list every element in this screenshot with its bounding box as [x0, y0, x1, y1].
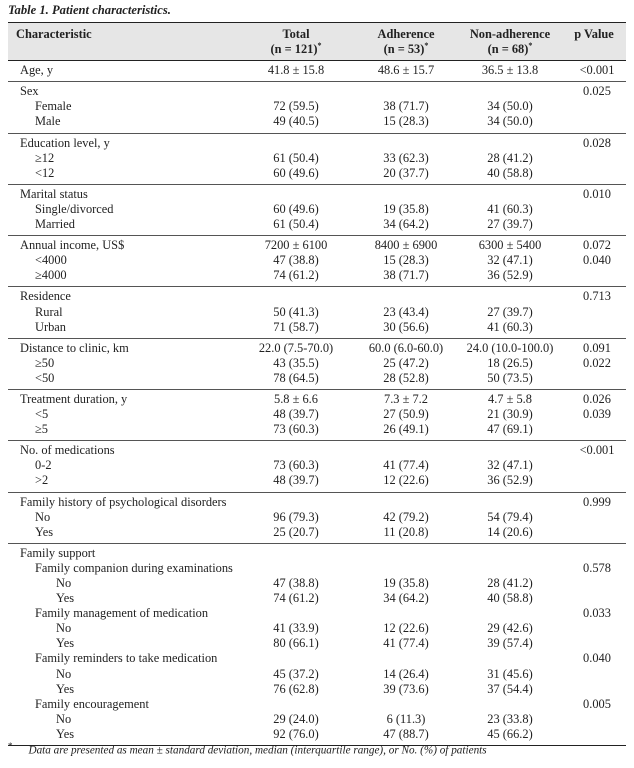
table-row — [8, 184, 626, 202]
cell-pvalue — [562, 458, 626, 473]
table-row — [8, 217, 626, 236]
row-label: No. of medications — [20, 443, 115, 458]
row-label: Residence — [20, 289, 71, 304]
row-label: ≥12 — [35, 150, 55, 165]
table-row — [8, 166, 626, 185]
cell-total: 60 (49.6) — [273, 165, 319, 180]
cell-adherence: 39 (73.6) — [383, 681, 429, 696]
cell-nonadherence: 27 (39.7) — [487, 304, 533, 319]
cell-pvalue — [562, 422, 626, 441]
cell-nonadherence: 29 (42.6) — [487, 621, 533, 636]
cell-total: 78 (64.5) — [273, 370, 319, 385]
cell-adherence: 19 (35.8) — [383, 576, 429, 590]
row-label: ≥5 — [35, 422, 48, 437]
header-pvalue: p Value — [574, 27, 614, 41]
row-label: No — [56, 711, 72, 726]
cell-total: 61 (50.4) — [273, 150, 319, 165]
cell-total — [238, 184, 354, 202]
table-row — [8, 61, 626, 82]
cell-pvalue — [562, 217, 626, 236]
cell-pvalue: 0.072 — [583, 238, 611, 253]
cell-total — [238, 492, 354, 510]
cell-adherence: 12 (22.6) — [383, 473, 429, 488]
row-label: Female — [35, 99, 72, 114]
row-label: Urban — [35, 319, 66, 334]
cell-adherence: 48.6 ± 15.7 — [377, 63, 435, 78]
cell-adherence — [354, 492, 458, 510]
table-row — [8, 407, 626, 422]
row-label: 0-2 — [35, 458, 52, 473]
cell-adherence: 34 (64.2) — [383, 217, 429, 232]
cell-adherence: 60.0 (6.0-60.0) — [368, 340, 444, 355]
cell-adherence: 33 (62.3) — [383, 150, 429, 165]
cell-nonadherence: 34 (50.0) — [487, 99, 533, 114]
patient-characteristics-table — [8, 22, 626, 746]
cell-pvalue: 0.040 — [583, 651, 611, 666]
table-row — [8, 202, 626, 217]
cell-nonadherence — [458, 184, 562, 202]
cell-total: 74 (61.2) — [273, 591, 319, 606]
cell-pvalue — [562, 636, 626, 651]
cell-adherence: 6 (11.3) — [386, 711, 426, 726]
table-row — [8, 356, 626, 371]
table-group — [8, 61, 626, 82]
cell-nonadherence: 40 (58.8) — [487, 591, 533, 606]
cell-nonadherence: 14 (20.6) — [487, 524, 533, 539]
table-group — [8, 133, 626, 184]
cell-nonadherence: 41 (60.3) — [487, 201, 533, 216]
cell-total: 76 (62.8) — [273, 681, 319, 696]
row-label: Education level, y — [20, 135, 110, 150]
cell-pvalue: <0.001 — [579, 443, 615, 458]
cell-total — [238, 543, 354, 561]
cell-pvalue: 0.025 — [583, 84, 611, 99]
table-row — [8, 82, 626, 100]
cell-total: 71 (58.7) — [273, 319, 319, 334]
cell-pvalue: 0.999 — [583, 494, 611, 509]
cell-pvalue: 0.010 — [583, 186, 611, 201]
cell-pvalue: 0.040 — [583, 253, 611, 268]
cell-pvalue: 0.091 — [583, 340, 611, 355]
cell-nonadherence: 28 (41.2) — [487, 576, 533, 590]
cell-adherence: 15 (28.3) — [383, 114, 429, 129]
cell-pvalue — [562, 591, 626, 606]
cell-nonadherence: 4.7 ± 5.8 — [488, 391, 532, 406]
cell-pvalue — [562, 151, 626, 166]
header-nonadherence-n: (n = 68)* — [487, 40, 533, 57]
table-row — [8, 682, 626, 697]
cell-pvalue — [562, 621, 626, 636]
cell-total: 25 (20.7) — [273, 524, 319, 539]
table-row — [8, 133, 626, 151]
cell-pvalue: <0.001 — [579, 63, 615, 78]
table-row — [8, 422, 626, 441]
cell-total: 61 (50.4) — [273, 217, 319, 232]
cell-adherence: 27 (50.9) — [383, 407, 429, 422]
table-group — [8, 287, 626, 338]
cell-adherence: 41 (77.4) — [383, 636, 429, 651]
cell-total: 29 (24.0) — [273, 711, 319, 726]
row-label: Family history of psychological disorders — [20, 494, 227, 509]
cell-nonadherence — [458, 82, 562, 100]
row-label: Distance to clinic, km — [20, 340, 129, 355]
table-row — [8, 576, 626, 591]
table-row — [8, 697, 626, 712]
row-label: Male — [35, 114, 61, 129]
table-row — [8, 371, 626, 390]
header-nonadherence — [458, 23, 562, 61]
cell-pvalue — [562, 320, 626, 339]
table-row — [8, 268, 626, 287]
cell-nonadherence: 24.0 (10.0-100.0) — [466, 340, 554, 355]
row-label: >2 — [35, 473, 49, 488]
table-row — [8, 114, 626, 133]
row-label: No — [35, 509, 51, 524]
cell-nonadherence: 28 (41.2) — [487, 150, 533, 165]
table-group — [8, 338, 626, 389]
table-row — [8, 543, 626, 561]
table-row — [8, 636, 626, 651]
table-row — [8, 667, 626, 682]
cell-pvalue — [562, 114, 626, 133]
cell-adherence — [354, 441, 458, 459]
row-label: Sex — [20, 84, 39, 99]
row-label: Age, y — [20, 63, 54, 78]
table-row — [8, 606, 626, 621]
table-group — [8, 441, 626, 492]
cell-nonadherence — [458, 697, 562, 712]
cell-adherence: 38 (71.7) — [383, 99, 429, 114]
table-row — [8, 151, 626, 166]
cell-adherence — [354, 651, 458, 666]
cell-adherence — [354, 606, 458, 621]
cell-pvalue: 0.578 — [583, 560, 611, 575]
cell-adherence: 23 (43.4) — [383, 304, 429, 319]
cell-total: 45 (37.2) — [273, 666, 319, 681]
cell-total: 48 (39.7) — [273, 407, 319, 422]
cell-total: 7200 ± 6100 — [264, 238, 328, 253]
cell-total: 60 (49.6) — [273, 201, 319, 216]
cell-adherence — [354, 184, 458, 202]
cell-total: 47 (38.8) — [273, 576, 319, 590]
row-label: <12 — [35, 165, 55, 180]
cell-nonadherence: 31 (45.6) — [487, 666, 533, 681]
table-group — [8, 389, 626, 440]
footnote-mark: * — [8, 741, 13, 751]
cell-total — [238, 697, 354, 712]
cell-total — [238, 287, 354, 305]
cell-adherence: 28 (52.8) — [383, 370, 429, 385]
cell-pvalue — [562, 712, 626, 727]
table-row — [8, 458, 626, 473]
cell-adherence — [354, 543, 458, 561]
cell-total: 49 (40.5) — [273, 114, 319, 129]
table-row — [8, 253, 626, 268]
cell-pvalue: 0.033 — [583, 606, 611, 621]
cell-pvalue — [562, 473, 626, 492]
cell-nonadherence — [458, 441, 562, 459]
cell-pvalue — [562, 682, 626, 697]
cell-adherence: 41 (77.4) — [383, 458, 429, 473]
cell-nonadherence: 36 (52.9) — [487, 268, 533, 283]
table-group — [8, 236, 626, 287]
cell-pvalue — [562, 305, 626, 320]
cell-nonadherence — [458, 651, 562, 666]
cell-total: 41.8 ± 15.8 — [267, 63, 325, 78]
table-row — [8, 651, 626, 666]
row-label: Family companion during examinations — [35, 560, 233, 575]
cell-nonadherence: 37 (54.4) — [487, 681, 533, 696]
cell-nonadherence: 39 (57.4) — [487, 636, 533, 651]
cell-pvalue — [562, 576, 626, 591]
table-row — [8, 236, 626, 254]
cell-adherence: 11 (20.8) — [383, 524, 429, 539]
cell-total: 22.0 (7.5-70.0) — [258, 340, 334, 355]
table-group — [8, 492, 626, 543]
table-header-row — [8, 23, 626, 61]
cell-total — [238, 651, 354, 666]
row-label: Rural — [35, 304, 63, 319]
cell-adherence: 8400 ± 6900 — [374, 238, 438, 253]
cell-pvalue — [562, 166, 626, 185]
cell-pvalue: 0.022 — [583, 355, 611, 370]
header-adherence-label: Adherence — [377, 27, 435, 41]
cell-pvalue: 0.026 — [583, 391, 611, 406]
row-label: Treatment duration, y — [20, 391, 128, 406]
cell-nonadherence: 32 (47.1) — [487, 253, 533, 268]
table-caption: Table 1. Patient characteristics. — [8, 3, 171, 17]
table-row — [8, 473, 626, 492]
table-footnote — [8, 741, 487, 757]
row-label: Single/divorced — [35, 201, 114, 216]
row-label: Family support — [20, 545, 96, 560]
table-row — [8, 320, 626, 339]
table-row — [8, 99, 626, 114]
cell-pvalue: 0.005 — [583, 696, 611, 711]
table-row — [8, 525, 626, 544]
cell-adherence: 25 (47.2) — [383, 355, 429, 370]
cell-adherence: 47 (88.7) — [383, 726, 429, 741]
row-label: Yes — [56, 726, 75, 741]
row-label: No — [56, 576, 72, 590]
row-label: Yes — [56, 681, 75, 696]
table-group — [8, 543, 626, 745]
table-group — [8, 82, 626, 133]
table-group — [8, 184, 626, 235]
cell-nonadherence: 45 (66.2) — [487, 726, 533, 741]
row-label: Marital status — [20, 186, 88, 201]
cell-total: 50 (41.3) — [273, 304, 319, 319]
header-nonadherence-label: Non-adherence — [469, 27, 551, 41]
cell-total — [238, 561, 354, 576]
cell-total: 73 (60.3) — [273, 422, 319, 437]
header-total-label: Total — [282, 27, 310, 41]
cell-adherence: 14 (26.4) — [383, 666, 429, 681]
cell-total: 43 (35.5) — [273, 355, 319, 370]
footnote-text: Data are presented as mean ± standard deviation, median (interquartile range), or No. (%) of patients — [28, 744, 487, 757]
table-row — [8, 712, 626, 727]
table-row — [8, 389, 626, 407]
cell-total: 80 (66.1) — [273, 636, 319, 651]
header-adherence — [354, 23, 458, 61]
cell-nonadherence: 18 (26.5) — [487, 355, 533, 370]
cell-nonadherence: 41 (60.3) — [487, 319, 533, 334]
row-label: Family management of medication — [35, 606, 209, 621]
cell-adherence: 19 (35.8) — [383, 201, 429, 216]
row-label: <5 — [35, 407, 49, 422]
cell-nonadherence — [458, 606, 562, 621]
cell-nonadherence: 47 (69.1) — [487, 422, 533, 437]
cell-pvalue — [562, 99, 626, 114]
cell-nonadherence: 36 (52.9) — [487, 473, 533, 488]
row-label: ≥4000 — [35, 268, 67, 283]
header-characteristic: Characteristic — [16, 27, 92, 41]
row-label: Annual income, US$ — [20, 238, 125, 253]
row-label: Yes — [35, 524, 54, 539]
cell-nonadherence: 50 (73.5) — [487, 370, 533, 385]
cell-nonadherence: 34 (50.0) — [487, 114, 533, 129]
table-row — [8, 492, 626, 510]
cell-total: 5.8 ± 6.6 — [274, 391, 318, 406]
cell-nonadherence: 27 (39.7) — [487, 217, 533, 232]
header-total — [238, 23, 354, 61]
cell-adherence: 38 (71.7) — [383, 268, 429, 283]
cell-pvalue — [562, 525, 626, 544]
cell-pvalue — [562, 268, 626, 287]
cell-nonadherence — [458, 543, 562, 561]
table-row — [8, 338, 626, 356]
cell-pvalue — [562, 371, 626, 390]
cell-adherence — [354, 697, 458, 712]
cell-nonadherence: 40 (58.8) — [487, 165, 533, 180]
cell-pvalue: 0.713 — [583, 289, 611, 304]
cell-pvalue: 0.039 — [583, 407, 611, 422]
cell-total: 74 (61.2) — [273, 268, 319, 283]
cell-total: 47 (38.8) — [273, 253, 319, 268]
header-adherence-n: (n = 53)* — [383, 40, 429, 57]
cell-adherence: 20 (37.7) — [383, 165, 429, 180]
row-label: <4000 — [35, 253, 67, 268]
table-row — [8, 305, 626, 320]
cell-nonadherence: 6300 ± 5400 — [478, 238, 542, 253]
cell-pvalue — [562, 727, 626, 746]
table-row — [8, 510, 626, 525]
cell-total: 72 (59.5) — [273, 99, 319, 114]
cell-total — [238, 133, 354, 151]
row-label: No — [56, 621, 72, 636]
cell-pvalue: 0.028 — [583, 135, 611, 150]
cell-total: 92 (76.0) — [273, 726, 319, 741]
cell-adherence — [354, 561, 458, 576]
cell-pvalue — [562, 667, 626, 682]
row-label: ≥50 — [35, 355, 55, 370]
cell-pvalue — [562, 202, 626, 217]
cell-adherence: 34 (64.2) — [383, 591, 429, 606]
cell-total: 41 (33.9) — [273, 621, 319, 636]
cell-pvalue — [562, 543, 626, 561]
table-row — [8, 287, 626, 305]
cell-adherence: 26 (49.1) — [383, 422, 429, 437]
cell-nonadherence: 36.5 ± 13.8 — [481, 63, 539, 78]
row-label: Family reminders to take medication — [35, 651, 218, 666]
row-label: Yes — [56, 591, 75, 606]
cell-nonadherence: 32 (47.1) — [487, 458, 533, 473]
cell-nonadherence — [458, 561, 562, 576]
row-label: Yes — [56, 636, 75, 651]
cell-adherence: 15 (28.3) — [383, 253, 429, 268]
cell-nonadherence: 54 (79.4) — [487, 509, 533, 524]
cell-nonadherence — [458, 133, 562, 151]
table-row — [8, 591, 626, 606]
table-row — [8, 621, 626, 636]
row-label: Family encouragement — [35, 696, 149, 711]
row-label: <50 — [35, 370, 55, 385]
cell-nonadherence — [458, 287, 562, 305]
cell-adherence: 7.3 ± 7.2 — [384, 391, 428, 406]
cell-adherence: 30 (56.6) — [383, 319, 429, 334]
cell-adherence — [354, 133, 458, 151]
cell-pvalue — [562, 510, 626, 525]
table-row — [8, 561, 626, 576]
cell-nonadherence — [458, 492, 562, 510]
cell-total: 96 (79.3) — [273, 509, 319, 524]
cell-nonadherence: 23 (33.8) — [487, 711, 533, 726]
cell-total — [238, 441, 354, 459]
cell-total — [238, 606, 354, 621]
cell-adherence — [354, 287, 458, 305]
cell-total — [238, 82, 354, 100]
row-label: Married — [35, 217, 75, 232]
cell-adherence — [354, 82, 458, 100]
cell-nonadherence: 21 (30.9) — [487, 407, 533, 422]
cell-adherence: 42 (79.2) — [383, 509, 429, 524]
table-row — [8, 441, 626, 459]
row-label: No — [56, 666, 72, 681]
header-total-n: (n = 121)* — [270, 40, 322, 57]
cell-adherence: 12 (22.6) — [383, 621, 429, 636]
cell-total: 73 (60.3) — [273, 458, 319, 473]
cell-total: 48 (39.7) — [273, 473, 319, 488]
